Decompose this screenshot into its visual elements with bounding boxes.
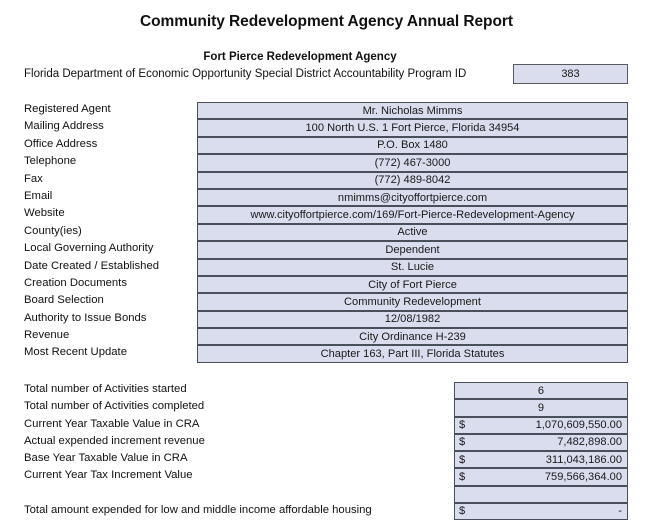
currency-symbol: $ [459, 453, 466, 466]
table-row [0, 486, 653, 503]
table-row [0, 328, 653, 345]
program-id-label: Florida Department of Economic Opportunity Special District Accountability Program ID [24, 68, 467, 80]
metric-value-cell[interactable]: 9 [454, 399, 628, 416]
info-value-cell[interactable]: City Ordinance H-239 [197, 328, 628, 345]
info-value-cell[interactable]: www.cityoffortpierce.com/169/Fort-Pierce-Redevelopment-Agency [197, 206, 628, 223]
currency-symbol: $ [459, 436, 466, 449]
currency-symbol: $ [459, 505, 466, 518]
metric-amount: 7,482,898.00 [557, 436, 622, 449]
table-row [0, 434, 653, 451]
info-value-cell[interactable]: City of Fort Pierce [197, 276, 628, 293]
table-row [0, 154, 653, 171]
info-value-cell[interactable]: P.O. Box 1480 [197, 137, 628, 154]
metric-value-cell[interactable] [454, 468, 628, 485]
table-row [0, 382, 653, 399]
table-row [0, 259, 653, 276]
table-row [0, 206, 653, 223]
metric-value-cell[interactable] [454, 434, 628, 451]
info-label: Website [24, 207, 65, 220]
program-id-row [0, 68, 653, 88]
info-value-cell[interactable]: Mr. Nicholas Mimms [197, 102, 628, 119]
currency-symbol: $ [459, 419, 466, 432]
metric-amount: 759,566,364.00 [544, 470, 622, 483]
info-label: Fax [24, 172, 43, 185]
table-row [0, 102, 653, 119]
info-label: Board Selection [24, 294, 104, 307]
table-row [0, 224, 653, 241]
info-value-cell[interactable]: 12/08/1982 [197, 311, 628, 328]
info-label: Local Governing Authority [24, 242, 154, 255]
info-value-cell[interactable]: St. Lucie [197, 259, 628, 276]
info-label: Revenue [24, 329, 70, 342]
metric-value-cell[interactable]: 6 [454, 382, 628, 399]
currency-symbol: $ [459, 470, 466, 483]
metric-label: Actual expended increment revenue [24, 434, 205, 447]
info-label: Email [24, 189, 53, 202]
metric-label: Total number of Activities completed [24, 400, 205, 413]
metric-value-cell[interactable] [454, 503, 628, 520]
metric-amount: 311,043,186.00 [545, 453, 622, 466]
metric-label: Current Year Taxable Value in CRA [24, 417, 200, 430]
info-label: Authority to Issue Bonds [24, 311, 147, 324]
info-value-cell[interactable]: Dependent [197, 241, 628, 258]
table-row [0, 276, 653, 293]
page-title: Community Redevelopment Agency Annual Report [139, 13, 513, 30]
metric-label: Base Year Taxable Value in CRA [24, 452, 188, 464]
info-label: Mailing Address [24, 120, 104, 133]
table-row [0, 241, 653, 258]
metric-label: Total number of Activities started [24, 383, 187, 395]
info-value-cell[interactable]: Chapter 163, Part III, Florida Statutes [197, 345, 628, 362]
table-row [0, 137, 653, 154]
info-value-cell[interactable]: nmimms@cityoffortpierce.com [197, 189, 628, 206]
table-row [0, 172, 653, 189]
metric-amount: 1,070,609,550.00 [535, 419, 622, 432]
metric-amount: - [618, 505, 622, 518]
metric-value-cell[interactable] [454, 451, 628, 468]
agency-info-table [0, 102, 653, 363]
metric-label: Total amount expended for low and middle income affordable housing [24, 503, 372, 516]
info-value-cell[interactable]: 100 North U.S. 1 Fort Pierce, Florida 34954 [197, 119, 628, 136]
info-label: Registered Agent [24, 103, 111, 115]
table-row [0, 503, 653, 520]
metric-label: Current Year Tax Increment Value [24, 469, 193, 482]
table-row [0, 451, 653, 468]
info-value-cell[interactable]: Community Redevelopment [197, 293, 628, 310]
metric-value-cell[interactable] [454, 417, 628, 434]
info-label: Telephone [24, 155, 77, 168]
table-row [0, 345, 653, 362]
metric-spacer-cell [454, 486, 628, 503]
table-row [0, 468, 653, 485]
table-row [0, 311, 653, 328]
table-row [0, 293, 653, 310]
info-label: Date Created / Established [24, 259, 160, 272]
agency-name: Fort Pierce Redevelopment Agency [203, 51, 397, 63]
info-value-cell[interactable]: (772) 489-8042 [197, 172, 628, 189]
table-row [0, 399, 653, 416]
table-row [0, 189, 653, 206]
info-label: Office Address [24, 137, 98, 150]
table-row [0, 119, 653, 136]
info-value-cell[interactable]: (772) 467-3000 [197, 154, 628, 171]
info-value-cell[interactable]: Active [197, 224, 628, 241]
program-id-value[interactable]: 383 [513, 64, 628, 84]
table-row [0, 417, 653, 434]
info-label: County(ies) [24, 224, 82, 237]
info-label: Creation Documents [24, 276, 127, 289]
agency-metrics-table [0, 382, 653, 520]
info-label: Most Recent Update [24, 346, 127, 359]
